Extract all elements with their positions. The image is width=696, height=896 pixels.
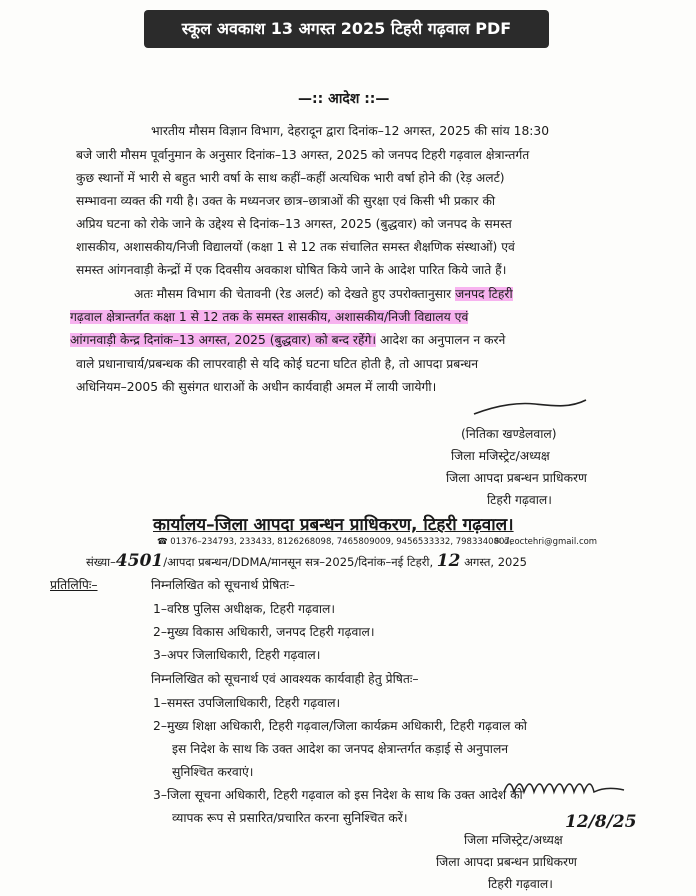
office-title: कार्यालय–जिला आपदा प्रबन्धन प्राधिकरण, टिहरी गढ़वाल।: [153, 515, 514, 535]
highlighted-text: जनपद टिहरी: [455, 287, 513, 301]
signatory-designation: जिला मजिस्ट्रेट/अध्यक्ष: [464, 833, 563, 847]
order-paragraph-2-line: [70, 308, 468, 325]
signatory-authority: जिला आपदा प्रबन्धन प्राधिकरण: [446, 471, 587, 485]
reference-number: 4501: [115, 551, 164, 571]
reference-date: अगस्त, 2025: [464, 555, 527, 569]
para2-line1-text: अतः मौसम विभाग की चेतावनी (रेड अलर्ट) को देखते हुए उपरोक्तानुसार: [134, 287, 452, 301]
reference-line: [86, 551, 527, 571]
copy-recipient-cont: व्यापक रूप से प्रसारित/प्रचारित करना सुनिश्चित करें।: [172, 811, 408, 825]
copy-recipient: 2–मुख्य शिक्षा अधिकारी, टिहरी गढ़वाल/जिला कार्यक्रम अधिकारी, टिहरी गढ़वाल को: [153, 719, 527, 733]
office-email: ✉ deoctehri@gmail.com: [494, 537, 598, 547]
copy-recipient: 1–वरिष्ठ पुलिस अधीक्षक, टिहरी गढ़वाल।: [153, 602, 336, 616]
signatory-place: टिहरी गढ़वाल।: [487, 493, 552, 507]
signature-scribble-icon: [500, 770, 630, 800]
highlighted-text: गढ़वाल क्षेत्रान्तर्गत कक्षा 1 से 12 तक के समस्त शासकीय, अशासकीय/निजी विद्यालय एवं: [70, 310, 469, 324]
highlighted-text: आंगनवाड़ी केन्द्र दिनांक–13 अगस्त, 2025 (बुद्धवार) को बन्द रहेंगे।: [70, 333, 377, 347]
reference-day: 12: [436, 551, 461, 571]
office-phones: ☎ 01376–234793, 233433, 8126268098, 7465809009, 9456533332, 7983340807,: [157, 537, 513, 547]
copy-recipient: 3–अपर जिलाधिकारी, टिहरी गढ़वाल।: [153, 648, 321, 662]
order-paragraph-2-line: वाले प्रधानाचार्य/प्रबन्धक की लापरवाही से यदि कोई घटना घटित होती है, तो आपदा प्रबन्धन: [76, 357, 479, 371]
copy-label: प्रतिलिपिः–: [50, 578, 98, 592]
copy-group2-intro: निम्नलिखित को सूचनार्थ एवं आवश्यक कार्यवाही हेतु प्रेषितः–: [151, 672, 419, 686]
order-paragraph-1-line: बजे जारी मौसम पूर्वानुमान के अनुसार दिनांक–13 अगस्त, 2025 को जनपद टिहरी गढ़वाल क्षेत्रान्तर्गत: [76, 148, 530, 162]
reference-middle: /आपदा प्रबन्धन/DDMA/मानसून सत्र–2025/दिनांक–नई टिहरी,: [163, 555, 434, 569]
copy-recipient: 2–मुख्य विकास अधिकारी, जनपद टिहरी गढ़वाल।: [153, 625, 375, 639]
signatory-name: (नितिका खण्डेलवाल): [461, 427, 557, 441]
order-paragraph-2-line: [70, 331, 505, 348]
order-paragraph-1-line: शासकीय, अशासकीय/निजी विद्यालयों (कक्षा 1 से 12 तक संचालित समस्त शैक्षणिक संस्थाओं) एवं: [76, 240, 515, 254]
reference-label: संख्या–: [86, 555, 116, 569]
order-paragraph-1-line: कुछ स्थानों में भारी से बहुत भारी वर्षा के साथ कहीं–कहीं अत्यधिक भारी वर्षा होने की (रेड़ अलर्ट): [76, 171, 505, 185]
order-paragraph-2-line: [134, 285, 513, 302]
order-paragraph-1-line: भारतीय मौसम विज्ञान विभाग, देहरादून द्वारा दिनांक–12 अगस्त, 2025 की सांय 18:30: [151, 124, 550, 138]
order-paragraph-1-line: समस्त आंगनवाड़ी केन्द्रों में एक दिवसीय अवकाश घोषित किये जाने के आदेश पारित किये जाते हैं।: [76, 263, 507, 277]
copy-recipient: 3–जिला सूचना अधिकारी, टिहरी गढ़वाल को इस निदेश के साथ कि उक्त आदेश को: [153, 788, 523, 802]
signatory-place: टिहरी गढ़वाल।: [488, 877, 553, 891]
order-paragraph-1-line: अप्रिय घटना को रोके जाने के उद्देश्य से दिनांक–13 अगस्त, 2025 (बुद्धवार) को जनपद के समस्त: [76, 217, 512, 231]
para2-line3-text: आदेश का अनुपालन न करने: [379, 333, 506, 347]
copy-group1-intro: निम्नलिखित को सूचनार्थ प्रेषितः–: [151, 578, 296, 592]
order-paragraph-2-line: अधिनियम–2005 की सुसंगत धाराओं के अधीन कार्यवाही अमल में लायी जायेगी।: [76, 380, 437, 394]
signatory-authority: जिला आपदा प्रबन्धन प्राधिकरण: [436, 855, 577, 869]
order-paragraph-1-line: सम्भावना व्यक्त की गयी है। उक्त के मध्यनजर छात्र–छात्राओं की सुरक्षा एवं किसी भी प्रकार की: [76, 194, 496, 208]
copy-recipient-cont: इस निदेश के साथ कि उक्त आदेश का जनपद क्षेत्रान्तर्गत कड़ाई से अनुपालन: [172, 742, 509, 756]
order-title: —:: आदेश ::—: [298, 91, 390, 107]
signature-scribble-icon: [470, 392, 590, 422]
page-banner: स्कूल अवकाश 13 अगस्त 2025 टिहरी गढ़वाल PDF: [144, 10, 549, 48]
copy-recipient-cont: सुनिश्चित करवाएं।: [172, 765, 254, 779]
copy-recipient: 1–समस्त उपजिलाधिकारी, टिहरी गढ़वाल।: [153, 696, 341, 710]
handwritten-date: 12/8/25: [565, 812, 637, 832]
signatory-designation: जिला मजिस्ट्रेट/अध्यक्ष: [451, 449, 550, 463]
